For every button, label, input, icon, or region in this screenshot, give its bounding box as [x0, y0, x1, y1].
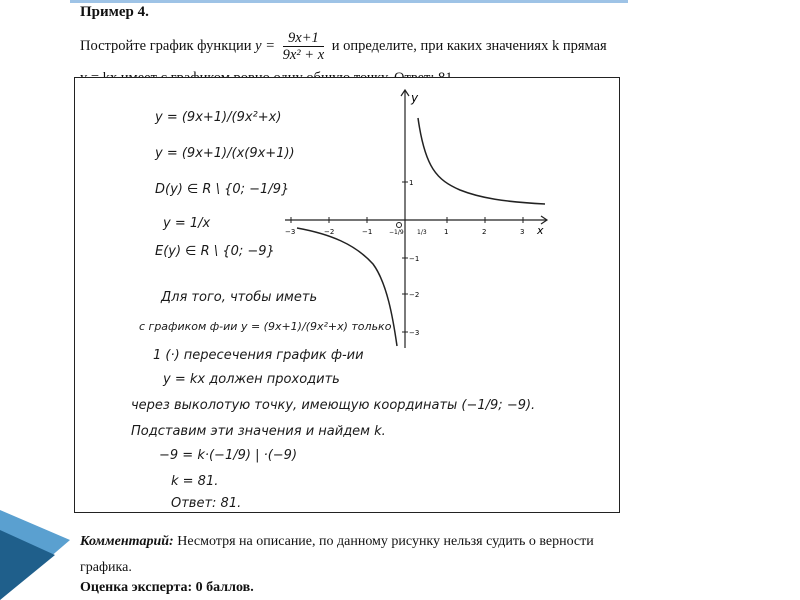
hw-line-9: y = kx должен проходить — [163, 372, 340, 387]
slide-corner-decoration — [0, 500, 70, 600]
handwritten-solution — [74, 77, 620, 513]
slide-top-line — [70, 0, 628, 3]
hw-line-12: −9 = k·(−1/9) | ·(−9) — [159, 448, 298, 463]
expert-comment — [80, 529, 616, 581]
hw-line-14: Ответ: 81. — [171, 496, 242, 511]
hyperbola-right-branch — [418, 118, 545, 204]
hole-label-right: 1/3 — [417, 229, 427, 236]
x-tick-label-1: 1 — [444, 228, 449, 236]
x-axis-label: x — [537, 224, 544, 237]
y-tick-label-m2: −2 — [409, 291, 420, 299]
hole-point — [397, 223, 402, 228]
hw-line-6: Для того, чтобы иметь — [161, 290, 318, 305]
y-tick-label-1: 1 — [409, 179, 414, 187]
y-tick-label-m1: −1 — [409, 255, 420, 263]
task-prefix: Постройте график функции — [80, 37, 252, 54]
task-suffix: и определите, при каких значениях k прямая — [331, 37, 607, 54]
y-axis-label: y — [411, 91, 419, 105]
hw-line-13: k = 81. — [171, 474, 219, 489]
x-tick-label-m2: −2 — [324, 228, 335, 236]
hyperbola-left-branch — [297, 228, 397, 346]
hw-line-4: y = 1/x — [163, 216, 211, 231]
comment-label: Комментарий: — [80, 534, 174, 549]
task-fraction — [283, 30, 325, 63]
y-tick-label-m3: −3 — [409, 329, 420, 337]
hw-line-8: 1 (·) пересечения график ф-ии — [153, 348, 364, 363]
task-y-eq: y = — [255, 37, 275, 54]
x-tick-label-3: 3 — [520, 228, 525, 236]
hw-line-10: через выколотую точку, имеющую координаты (−1/9; −9). — [131, 398, 536, 413]
task-denominator: 9x² + x — [282, 47, 325, 63]
hw-line-5: E(y) ∈ R \ {0; −9} — [155, 244, 275, 259]
hw-line-2: y = (9x+1)/(x(9x+1)) — [155, 146, 295, 161]
hole-label: −1/9 — [389, 229, 404, 236]
task-statement — [80, 30, 620, 63]
hw-line-1: y = (9x+1)/(9x²+x) — [155, 110, 282, 125]
expert-grade: Оценка эксперта: 0 баллов. — [80, 580, 254, 595]
task-numerator: 9x+1 — [283, 30, 325, 47]
x-tick-label-m1: −1 — [362, 228, 373, 236]
example-heading: Пример 4. — [80, 4, 149, 20]
comment-text: Несмотря на описание, по данному рисунку нельзя судить о верности графика. — [80, 534, 594, 575]
hw-line-3: D(y) ∈ R \ {0; −1/9} — [155, 182, 290, 197]
x-tick-label-2: 2 — [482, 228, 487, 236]
hw-line-11: Подставим эти значения и найдем k. — [131, 424, 386, 439]
hyperbola-graph — [75, 78, 619, 512]
hw-line-7: с графиком ф-ии y = (9x+1)/(9x²+x) только — [139, 320, 392, 333]
x-tick-label-m3: −3 — [285, 228, 296, 236]
